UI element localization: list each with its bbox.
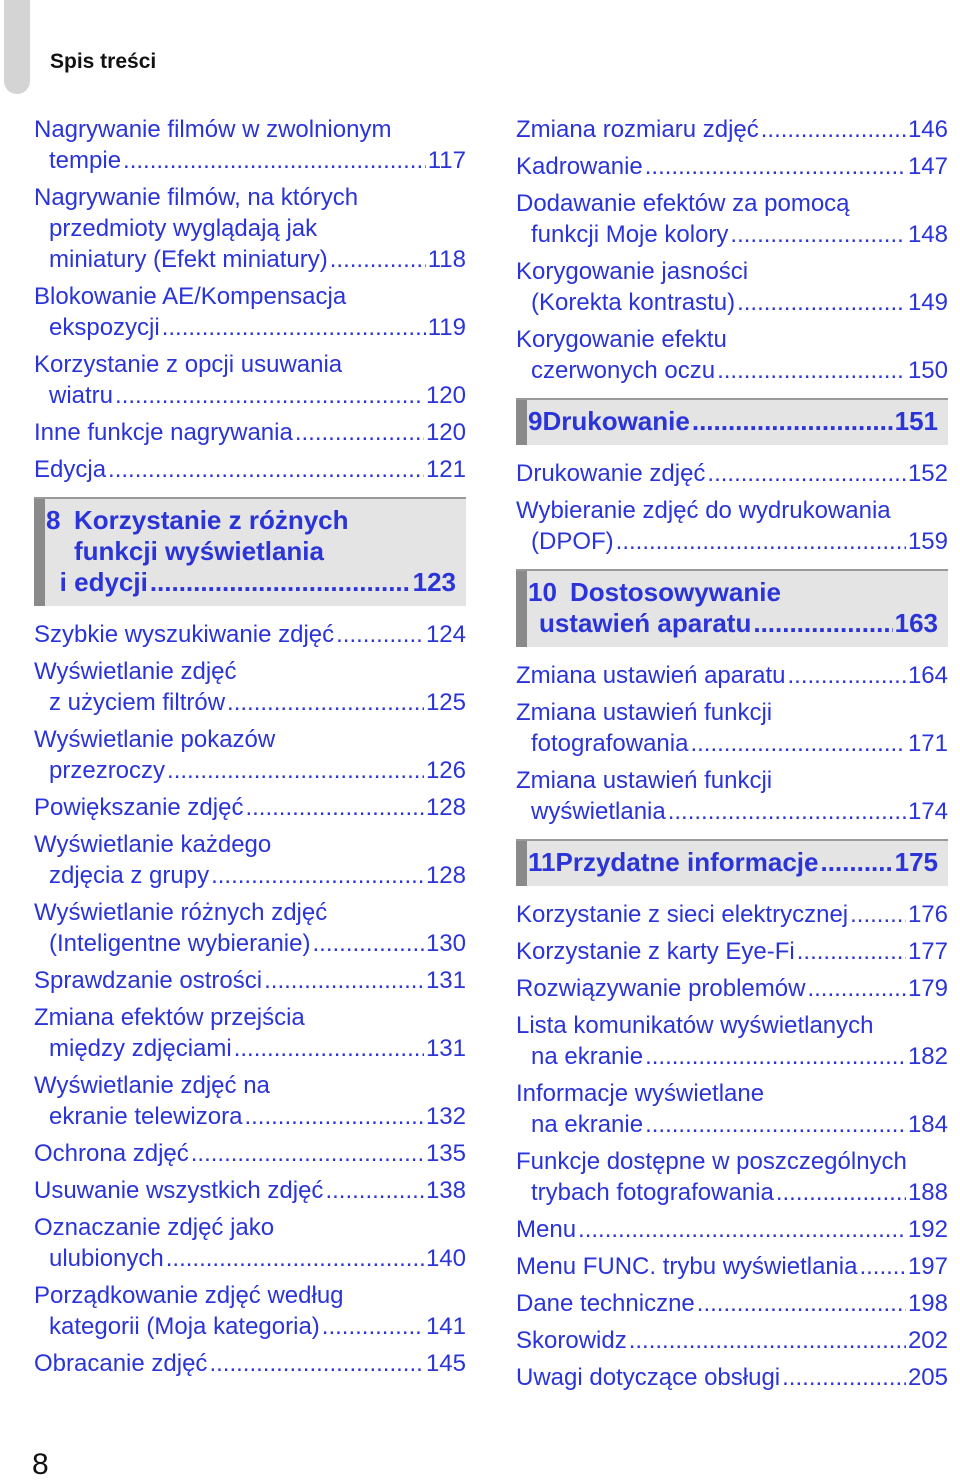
toc-entry-title: między zdjęciami: [49, 1035, 232, 1062]
chapter-number: 8: [46, 505, 61, 535]
toc-entry-title: ulubionych: [49, 1245, 164, 1272]
leader-dots: [761, 114, 906, 145]
toc-entry-line: [516, 458, 948, 489]
toc-entry[interactable]: [34, 1348, 466, 1379]
toc-entry-title: Funkcje dostępne w poszczególnych: [516, 1148, 907, 1175]
toc-page-number: 124: [425, 621, 466, 648]
leader-dots: [312, 928, 423, 959]
leader-dots: [245, 792, 424, 823]
toc-page-number: 192: [907, 1216, 948, 1243]
toc-page-number: 119: [427, 314, 466, 341]
toc-entry-title: Zmiana ustawień aparatu: [516, 662, 786, 689]
toc-entry-title: Kadrowanie: [516, 153, 643, 180]
leader-dots: [244, 1101, 424, 1132]
toc-entry-title: Dane techniczne: [516, 1290, 695, 1317]
toc-entry-title: Dodawanie efektów za pomocą: [516, 190, 850, 217]
leader-dots: [645, 1109, 906, 1140]
toc-entry[interactable]: [34, 114, 466, 176]
toc-entry-title: Zmiana rozmiaru zdjęć: [516, 116, 759, 143]
toc-entry-line: [34, 1070, 466, 1101]
toc-entry[interactable]: [516, 256, 948, 318]
leader-dots: [645, 1041, 906, 1072]
toc-entry[interactable]: [34, 281, 466, 343]
toc-entry-line: [516, 355, 948, 386]
toc-page-number: 128: [425, 794, 466, 821]
toc-entry-line: [516, 1010, 948, 1041]
toc-entry-line: [516, 256, 948, 287]
toc-page-number: 179: [907, 975, 948, 1002]
toc-entry[interactable]: [516, 1146, 948, 1208]
toc-entry-title: Korygowanie jasności: [516, 258, 749, 285]
toc-entry-title: Zmiana efektów przejścia: [34, 1004, 305, 1031]
toc-left-column: [34, 114, 466, 1385]
toc-entry[interactable]: [516, 458, 948, 489]
toc-page-number: 128: [425, 862, 466, 889]
toc-entry-line: [516, 973, 948, 1004]
leader-dots: [162, 312, 426, 343]
chapter-page-number: 151: [894, 406, 938, 436]
toc-entry-title: Drukowanie zdjęć: [516, 460, 706, 487]
toc-entry-title: przezroczy: [49, 757, 166, 784]
toc-entry-title: miniatury (Efekt miniatury): [49, 246, 328, 273]
leader-dots: [707, 458, 906, 489]
chapter-heading[interactable]: [516, 569, 948, 647]
chapter-heading-line: [46, 567, 456, 598]
toc-entry[interactable]: [34, 1138, 466, 1169]
toc-entry[interactable]: [516, 936, 948, 967]
leader-dots: [820, 847, 892, 878]
toc-page-number: 205: [907, 1364, 948, 1391]
toc-entry-title: tempie: [49, 147, 122, 174]
toc-entry[interactable]: [516, 973, 948, 1004]
toc-entry[interactable]: [34, 1175, 466, 1206]
toc-entry-line: [34, 349, 466, 380]
toc-entry[interactable]: [34, 965, 466, 996]
toc-entry[interactable]: [516, 697, 948, 759]
leader-dots: [295, 417, 424, 448]
toc-page-number: 125: [425, 689, 466, 716]
toc-entry[interactable]: [516, 1362, 948, 1393]
toc-entry-line: [516, 151, 948, 182]
toc-page-number: 131: [425, 1035, 466, 1062]
toc-entry[interactable]: [516, 1251, 948, 1282]
toc-entry-line: [516, 1177, 948, 1208]
toc-page-number: 120: [425, 419, 466, 446]
toc-entry-title: Szybkie wyszukiwanie zdjęć: [34, 621, 335, 648]
toc-entry-line: [34, 145, 466, 176]
chapter-title: Drukowanie: [542, 406, 690, 436]
toc-page-number: 176: [907, 901, 948, 928]
toc-entry-title: kategorii (Moja kategoria): [49, 1313, 320, 1340]
toc-entry-line: [34, 1348, 466, 1379]
chapter-title: i edycji: [59, 567, 148, 597]
page-tab-strip: [4, 0, 30, 94]
leader-dots: [211, 860, 424, 891]
leader-dots: [167, 755, 424, 786]
toc-entry-title: Obracanie zdjęć: [34, 1350, 208, 1377]
toc-page-number: 150: [907, 357, 948, 384]
toc-entry-title: Korzystanie z sieci elektrycznej: [516, 901, 849, 928]
chapter-heading-line: [528, 406, 938, 437]
toc-entry-title: fotografowania: [531, 730, 689, 757]
leader-dots: [166, 1243, 424, 1274]
toc-entry[interactable]: [516, 188, 948, 250]
leader-dots: [264, 965, 424, 996]
toc-entry-title: Zmiana ustawień funkcji: [516, 767, 773, 794]
leader-dots: [737, 287, 906, 318]
leader-dots: [645, 151, 906, 182]
toc-entry-line: [34, 792, 466, 823]
toc-page-number: 148: [907, 221, 948, 248]
chapter-heading[interactable]: [34, 497, 466, 606]
toc-entry-title: Lista komunikatów wyświetlanych: [516, 1012, 874, 1039]
leader-dots: [336, 619, 424, 650]
toc-entry[interactable]: [516, 1288, 948, 1319]
chapter-title: Przydatne informacje: [555, 847, 819, 877]
leader-dots: [330, 244, 426, 275]
toc-entry-title: Usuwanie wszystkich zdjęć: [34, 1177, 324, 1204]
toc-page-number: 121: [425, 456, 466, 483]
toc-entry-title: Korzystanie z opcji usuwania: [34, 351, 343, 378]
toc-entry[interactable]: [34, 656, 466, 718]
toc-entry-title: Oznaczanie zdjęć jako: [34, 1214, 275, 1241]
toc-entry[interactable]: [34, 792, 466, 823]
toc-entry-line: [34, 380, 466, 411]
toc-entry-line: [34, 114, 466, 145]
toc-page-number: 188: [907, 1179, 948, 1206]
leader-dots: [123, 145, 426, 176]
toc-entry-title: na ekranie: [531, 1043, 644, 1070]
toc-page-number: 159: [907, 528, 948, 555]
toc-entry-line: [34, 312, 466, 343]
toc-entry-title: trybach fotografowania: [531, 1179, 774, 1206]
toc-entry-line: [516, 219, 948, 250]
toc-page-number: 145: [425, 1350, 466, 1377]
toc-entry-line: [516, 324, 948, 355]
toc-page-number: 182: [907, 1043, 948, 1070]
toc-page-number: 152: [907, 460, 948, 487]
toc-entry-line: [516, 796, 948, 827]
leader-dots: [776, 1177, 906, 1208]
toc-entry-title: Zmiana ustawień funkcji: [516, 699, 773, 726]
chapter-page-number: 163: [894, 608, 938, 638]
toc-right-column: [516, 114, 948, 1399]
toc-entry[interactable]: [34, 897, 466, 959]
toc-entry-line: [34, 1243, 466, 1274]
toc-entry-line: [34, 1212, 466, 1243]
toc-entry-title: funkcji Moje kolory: [531, 221, 729, 248]
toc-entry-line: [34, 1280, 466, 1311]
toc-entry[interactable]: [34, 829, 466, 891]
toc-entry-line: [34, 829, 466, 860]
chapter-title: funkcji wyświetlania: [74, 536, 324, 566]
toc-entry-line: [34, 182, 466, 213]
toc-entry[interactable]: [34, 724, 466, 786]
leader-dots: [850, 899, 906, 930]
toc-page-number: 132: [425, 1103, 466, 1130]
toc-entry-line: [34, 1311, 466, 1342]
toc-entry-line: [34, 1175, 466, 1206]
toc-page-number: 149: [907, 289, 948, 316]
toc-entry-title: Wyświetlanie każdego: [34, 831, 272, 858]
toc-entry[interactable]: [516, 1214, 948, 1245]
toc-entry-line: [516, 765, 948, 796]
toc-entry-title: (Inteligentne wybieranie): [49, 930, 311, 957]
toc-entry[interactable]: [34, 1212, 466, 1274]
toc-entry-line: [516, 1288, 948, 1319]
toc-page-number: 141: [425, 1313, 466, 1340]
toc-entry-title: Porządkowanie zdjęć według: [34, 1282, 344, 1309]
toc-entry[interactable]: [516, 1010, 948, 1072]
leader-dots: [191, 1138, 424, 1169]
toc-entry[interactable]: [516, 1325, 948, 1356]
toc-entry-line: [516, 114, 948, 145]
chapter-number: 10: [528, 577, 557, 607]
toc-entry-line: [34, 656, 466, 687]
toc-entry-line: [516, 1109, 948, 1140]
toc-entry[interactable]: [34, 1070, 466, 1132]
toc-page-number: 147: [907, 153, 948, 180]
leader-dots: [668, 796, 906, 827]
leader-dots: [787, 660, 905, 691]
chapter-heading[interactable]: [516, 839, 948, 886]
toc-entry-line: [34, 724, 466, 755]
page-number: 8: [32, 1448, 49, 1481]
toc-entry-title: Nagrywanie filmów, na których: [34, 184, 359, 211]
toc-entry-line: [34, 619, 466, 650]
leader-dots: [108, 454, 424, 485]
leader-dots: [753, 608, 892, 639]
toc-entry-line: [516, 1251, 948, 1282]
toc-entry[interactable]: [34, 1280, 466, 1342]
toc-entry-line: [516, 526, 948, 557]
toc-entry-title: Rozwiązywanie problemów: [516, 975, 806, 1002]
toc-entry-line: [34, 897, 466, 928]
chapter-heading-line: [528, 577, 938, 608]
chapter-heading-line: [46, 505, 456, 536]
toc-entry-title: czerwonych oczu: [531, 357, 716, 384]
toc-page-number: 126: [425, 757, 466, 784]
toc-page-number: 198: [907, 1290, 948, 1317]
chapter-title: ustawień aparatu: [538, 608, 752, 638]
toc-entry[interactable]: [516, 495, 948, 557]
toc-page-number: 130: [425, 930, 466, 957]
toc-entry[interactable]: [516, 1078, 948, 1140]
toc-entry-line: [516, 1078, 948, 1109]
toc-entry-line: [34, 755, 466, 786]
chapter-title: Dostosowywanie: [570, 577, 781, 607]
toc-entry[interactable]: [34, 349, 466, 411]
toc-page-number: 140: [425, 1245, 466, 1272]
toc-entry[interactable]: [34, 619, 466, 650]
toc-entry-title: (DPOF): [531, 528, 614, 555]
chapter-heading-line: [528, 608, 938, 639]
chapter-number: 9: [528, 406, 543, 436]
chapter-heading-line: [528, 847, 938, 878]
leader-dots: [859, 1251, 906, 1282]
toc-entry-line: [34, 213, 466, 244]
toc-entry[interactable]: [516, 765, 948, 827]
toc-entry-title: Sprawdzanie ostrości: [34, 967, 263, 994]
leader-dots: [629, 1325, 906, 1356]
toc-entry-title: Wyświetlanie pokazów: [34, 726, 276, 753]
toc-entry[interactable]: [34, 1002, 466, 1064]
chapter-title: Korzystanie z różnych: [74, 505, 349, 535]
toc-entry-line: [34, 1101, 466, 1132]
toc-entry-line: [34, 965, 466, 996]
toc-page-number: 131: [425, 967, 466, 994]
toc-page-number: 177: [907, 938, 948, 965]
toc-entry-title: (Korekta kontrastu): [531, 289, 736, 316]
toc-entry-title: wyświetlania: [531, 798, 666, 825]
toc-entry-line: [34, 244, 466, 275]
toc-entry-title: Skorowidz: [516, 1327, 627, 1354]
leader-dots: [692, 406, 893, 437]
toc-entry-title: wiatru: [49, 382, 114, 409]
toc-entry-line: [516, 728, 948, 759]
toc-entry-line: [516, 660, 948, 691]
leader-dots: [227, 687, 424, 718]
toc-page-number: 202: [907, 1327, 948, 1354]
leader-dots: [115, 380, 424, 411]
toc-entry-line: [516, 1214, 948, 1245]
toc-page-number: 120: [425, 382, 466, 409]
toc-entry-line: [516, 188, 948, 219]
toc-entry-title: Menu FUNC. trybu wyświetlania: [516, 1253, 858, 1280]
chapter-page-number: 123: [412, 567, 456, 597]
leader-dots: [690, 728, 906, 759]
toc-page-number: 118: [427, 246, 466, 273]
leader-dots: [797, 936, 906, 967]
leader-dots: [322, 1311, 424, 1342]
toc-entry-title: Wybieranie zdjęć do wydrukowania: [516, 497, 891, 524]
page-title: Spis treści: [50, 50, 157, 73]
toc-entry-title: z użyciem filtrów: [49, 689, 226, 716]
toc-entry[interactable]: [516, 899, 948, 930]
toc-entry-line: [516, 1362, 948, 1393]
toc-entry-title: przedmioty wyglądają jak: [49, 215, 318, 242]
toc-entry-title: ekspozycji: [49, 314, 160, 341]
toc-entry-title: Edycja: [34, 456, 107, 483]
leader-dots: [782, 1362, 906, 1393]
toc-entry-title: Korzystanie z karty Eye-Fi: [516, 938, 795, 965]
toc-entry-title: zdjęcia z grupy: [49, 862, 210, 889]
toc-entry[interactable]: [516, 151, 948, 182]
toc-entry-title: ekranie telewizora: [49, 1103, 243, 1130]
leader-dots: [578, 1214, 906, 1245]
chapter-page-number: 175: [894, 847, 938, 877]
leader-dots: [209, 1348, 424, 1379]
toc-entry-title: Informacje wyświetlane: [516, 1080, 765, 1107]
toc-entry-title: Ochrona zdjęć: [34, 1140, 189, 1167]
toc-page-number: 146: [907, 116, 948, 143]
toc-entry-title: Uwagi dotyczące obsługi: [516, 1364, 781, 1391]
toc-page-number: 197: [907, 1253, 948, 1280]
toc-entry-line: [34, 454, 466, 485]
toc-entry-line: [34, 860, 466, 891]
toc-entry-line: [34, 281, 466, 312]
leader-dots: [616, 526, 906, 557]
toc-page-number: 171: [907, 730, 948, 757]
toc-entry-title: Inne funkcje nagrywania: [34, 419, 293, 446]
toc-entry-title: na ekranie: [531, 1111, 644, 1138]
chapter-heading[interactable]: [516, 398, 948, 445]
toc-entry-line: [516, 936, 948, 967]
leader-dots: [697, 1288, 906, 1319]
toc-entry-line: [34, 928, 466, 959]
toc-entry-line: [516, 899, 948, 930]
toc-entry[interactable]: [34, 182, 466, 275]
chapter-heading-line: [46, 536, 456, 567]
toc-entry-title: Nagrywanie filmów w zwolnionym: [34, 116, 392, 143]
toc-page-number: 164: [907, 662, 948, 689]
toc-entry-line: [34, 687, 466, 718]
toc-entry-line: [516, 1325, 948, 1356]
toc-entry[interactable]: [516, 660, 948, 691]
toc-entry-title: Blokowanie AE/Kompensacja: [34, 283, 347, 310]
toc-entry[interactable]: [34, 454, 466, 485]
toc-entry-line: [34, 417, 466, 448]
toc-entry-line: [34, 1002, 466, 1033]
toc-entry-title: Menu: [516, 1216, 577, 1243]
toc-page-number: 138: [425, 1177, 466, 1204]
toc-page-number: 184: [907, 1111, 948, 1138]
toc-entry-line: [516, 287, 948, 318]
toc-entry-title: Wyświetlanie zdjęć: [34, 658, 237, 685]
toc-entry[interactable]: [34, 417, 466, 448]
leader-dots: [150, 567, 411, 598]
toc-entry-line: [516, 495, 948, 526]
leader-dots: [717, 355, 906, 386]
toc-entry-line: [516, 1146, 948, 1177]
toc-page-number: 174: [907, 798, 948, 825]
toc-entry[interactable]: [516, 114, 948, 145]
toc-entry-title: Korygowanie efektu: [516, 326, 727, 353]
chapter-number: 11: [528, 847, 556, 877]
toc-entry-title: Wyświetlanie zdjęć na: [34, 1072, 270, 1099]
toc-entry-line: [34, 1138, 466, 1169]
toc-page-number: 117: [427, 147, 466, 174]
toc-entry-line: [516, 697, 948, 728]
toc-entry-line: [516, 1041, 948, 1072]
toc-entry-title: Wyświetlanie różnych zdjęć: [34, 899, 328, 926]
toc-entry-title: Powiększanie zdjęć: [34, 794, 244, 821]
toc-entry-line: [34, 1033, 466, 1064]
leader-dots: [730, 219, 906, 250]
toc-entry[interactable]: [516, 324, 948, 386]
toc-page-number: 135: [425, 1140, 466, 1167]
leader-dots: [234, 1033, 424, 1064]
leader-dots: [807, 973, 906, 1004]
leader-dots: [325, 1175, 424, 1206]
